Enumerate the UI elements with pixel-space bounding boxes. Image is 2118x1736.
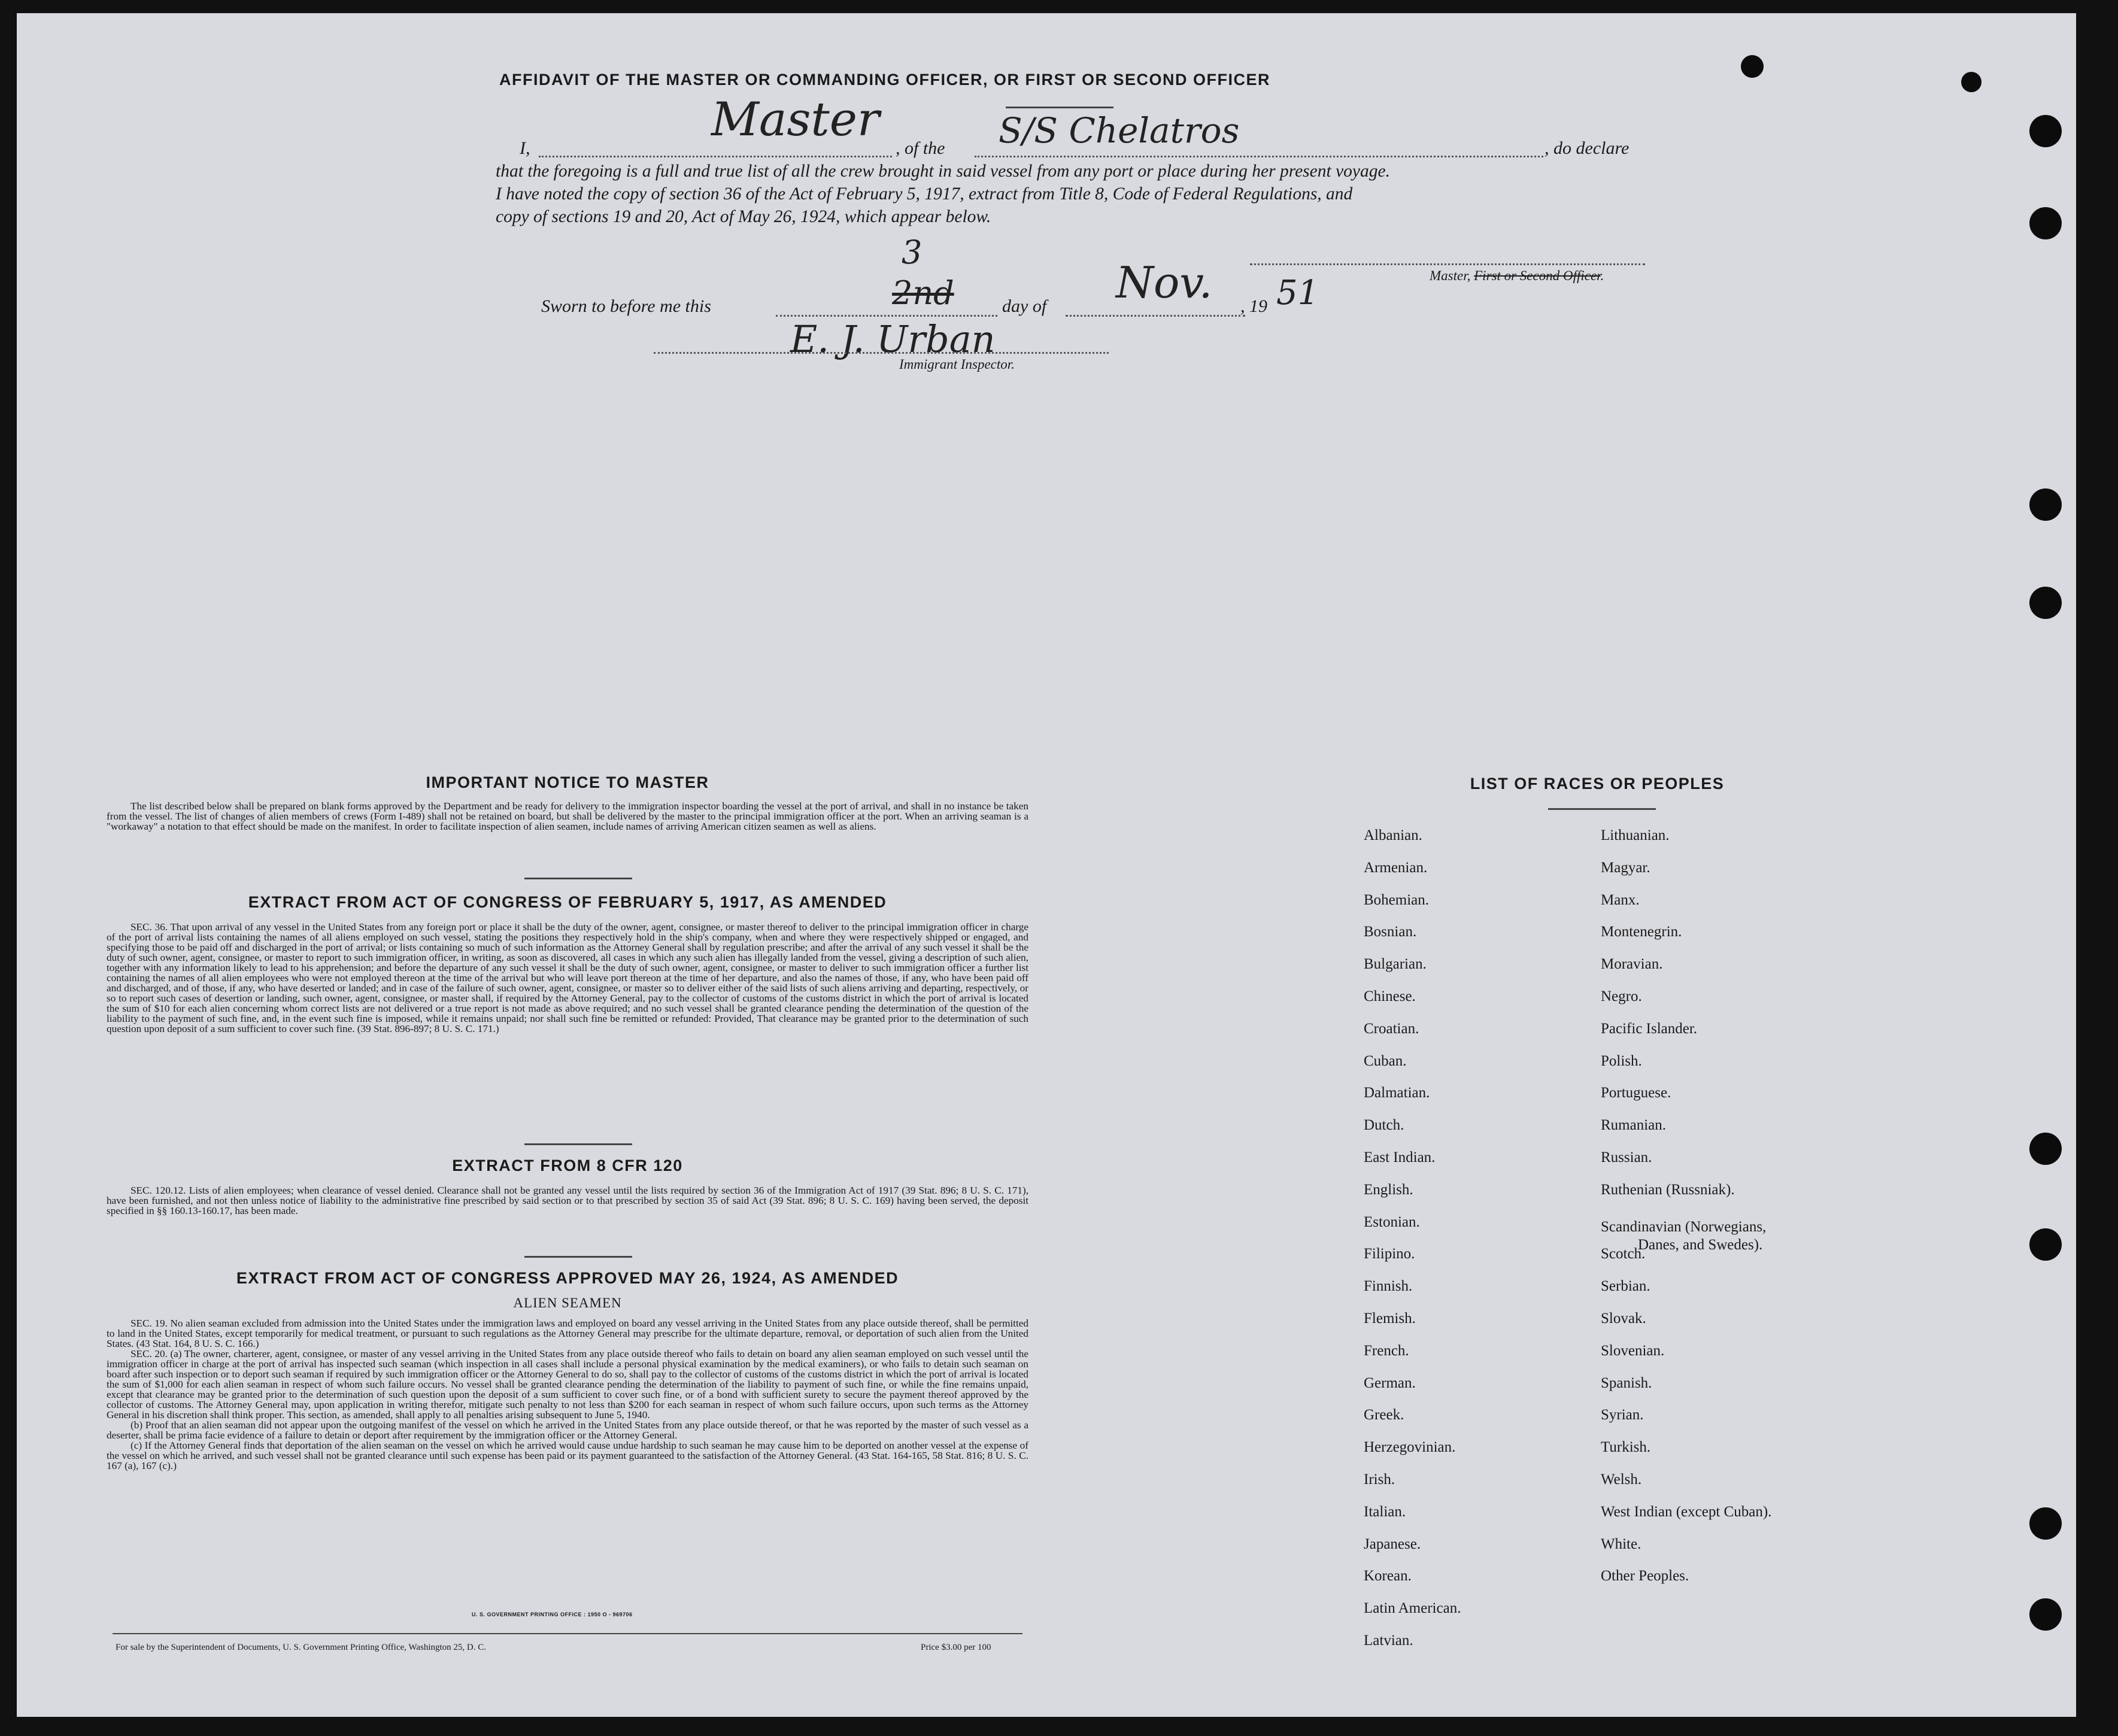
race-item: Pacific Islander. — [1601, 1020, 1698, 1037]
race-item: Syrian. — [1601, 1407, 1644, 1424]
race-item: Slovak. — [1601, 1310, 1646, 1327]
notice-title: IMPORTANT NOTICE TO MASTER — [426, 773, 709, 791]
section-rule — [524, 878, 632, 879]
vessel-line — [975, 156, 1543, 157]
race-item: Filipino. — [1364, 1246, 1415, 1262]
race-item: French. — [1364, 1342, 1409, 1359]
punch-hole — [2029, 1507, 2062, 1540]
label-i: I, — [520, 138, 530, 158]
document-page — [17, 13, 2076, 1717]
races-title: LIST OF RACES OR PEOPLES — [1470, 775, 1725, 793]
race-item: Montenegrin. — [1601, 924, 1682, 940]
race-item: Spanish. — [1601, 1374, 1652, 1391]
day-corrected: 3 — [902, 233, 923, 271]
punch-hole — [1961, 72, 1982, 92]
race-item: Cuban. — [1364, 1052, 1407, 1069]
race-item: Latin American. — [1364, 1600, 1461, 1617]
title-rule — [1006, 107, 1113, 108]
race-item: Bulgarian. — [1364, 956, 1427, 973]
race-item: Lithuanian. — [1601, 827, 1670, 843]
sec20a-text: SEC. 20. (a) The owner, charterer, agent, consignee, or master of any vessel arriving in the United States from any place outside thereof who fails to detain on board any alien seaman employed on such vessel until the immigration officer in charge at the port of arrival has inspected such seaman (which inspection in all cases shall include a personal physical examination by the medical examiners), or who fails to detain such seaman on board after such inspection or to deport such seaman if required by such immigration officer or the Attorney General to do so, shall pay to the collector of customs of the customs district in which the port of arrival is located the sum of $1,000 for each alien seaman in respect of whom such failure occurs. No vessel shall be granted clearance pending the determination of the liability to payment of such fine, or while the fine remains unpaid, except that clearance may be granted prior to the determination of such question upon the deposit of a sum sufficient to cover such fine, or of a bond with sufficient surety to secure the payment thereof approved by the collector of customs. The Attorney General may, upon application in writing therefor, mitigate such penalty to not less than $200 for each seaman in respect of whom such failure occurs, upon such terms as the Attorney General in his discretion shall think proper. This section, as amended, shall apply to all penalties arising subsequent to June 5, 1940. — [107, 1348, 1028, 1421]
footer-rule — [113, 1633, 1022, 1634]
day-struck: 2nd — [892, 274, 954, 312]
notice-text: The list described below shall be prepared on blank forms approved by the Department and be ready for delivery to the immigration inspector boarding the vessel at the port of arrival, and shall in no instance be taken from the vessel. The list of changes of alien members of crews (Form I-489) shall not be retained on board, but shall be delivered by the master to the principal immigration officer at the port. When an arriving seaman is a "workaway" a notation to that effect should be made on the manifest. In order to facilitate inspection of alien seamen, include names of arriving American citizen seamen as well as aliens. — [107, 800, 1028, 832]
race-item: Negro. — [1601, 988, 1642, 1004]
extract-1924-body — [107, 1318, 1028, 1471]
footer-left: For sale by the Superintendent of Documents, U. S. Government Printing Office, Washington 25, D. C. — [116, 1643, 486, 1652]
race-item: Bosnian. — [1364, 924, 1417, 940]
race-item: Finnish. — [1364, 1278, 1413, 1295]
race-item: Danes, and Swedes). — [1638, 1236, 1763, 1253]
race-item: Scandinavian (Norwegians, — [1601, 1218, 1767, 1235]
section-rule — [524, 1256, 632, 1258]
punch-hole — [2029, 1598, 2062, 1631]
race-item: Flemish. — [1364, 1310, 1416, 1327]
race-item: Estonian. — [1364, 1213, 1420, 1230]
race-item: Scotch. — [1601, 1246, 1646, 1262]
race-item: Korean. — [1364, 1568, 1412, 1585]
label-sworn: Sworn to before me this — [541, 296, 711, 316]
race-item: Other Peoples. — [1601, 1568, 1689, 1585]
rank-handwritten: Master — [711, 93, 880, 147]
race-item: Magyar. — [1601, 859, 1650, 876]
punch-hole — [2029, 1133, 2062, 1165]
race-item: Welsh. — [1601, 1471, 1642, 1488]
race-item: Irish. — [1364, 1471, 1395, 1488]
race-item: Latvian. — [1364, 1632, 1413, 1649]
declaration-body-3: copy of sections 19 and 20, Act of May 26, 1924, which appear below. — [496, 207, 991, 226]
punch-hole — [2029, 1228, 2062, 1261]
race-item: Ruthenian (Russniak). — [1601, 1181, 1735, 1198]
section-rule — [524, 1143, 632, 1145]
race-item: Rumanian. — [1601, 1117, 1667, 1134]
race-item: Bohemian. — [1364, 891, 1430, 908]
race-item: East Indian. — [1364, 1149, 1436, 1166]
race-item: Italian. — [1364, 1503, 1406, 1520]
race-item: Slovenian. — [1601, 1342, 1665, 1359]
punch-hole — [2029, 587, 2062, 619]
race-item: Dutch. — [1364, 1117, 1404, 1134]
race-item: Serbian. — [1601, 1278, 1650, 1295]
extract-cfr-title: EXTRACT FROM 8 CFR 120 — [452, 1157, 683, 1174]
race-item: West Indian (except Cuban). — [1601, 1503, 1772, 1520]
punch-hole — [2029, 115, 2062, 147]
affidavit-title: AFFIDAVIT OF THE MASTER OR COMMANDING OFFICER, OR FIRST OR SECOND OFFICER — [499, 71, 1270, 89]
extract-1924-title: EXTRACT FROM ACT OF CONGRESS APPROVED MAY 26, 1924, AS AMENDED — [236, 1269, 899, 1287]
race-item: Greek. — [1364, 1407, 1404, 1424]
sec20b-text: (b) Proof that an alien seaman did not appear upon the outgoing manifest of the vessel on which he arrived in the United States from any place outside thereof, or that he was reported by the master of such vessel as a deserter, shall be prima facie evidence of a failure to detain or deport after requirement by the immigration officer or the Attorney General. — [107, 1419, 1028, 1441]
month-line — [1066, 315, 1245, 317]
extract-cfr-text: SEC. 120.12. Lists of alien employees; when clearance of vessel denied. Clearance shall not be granted any vessel until the lists required by section 36 of the Immigration Act of 1917 (39 Stat. 896; 8 U. S. C. 171), have been furnished, and not then unless notice of liability to the administrative fine prescribed by said section or to that prescribed by section 35 of said Act (39 Stat. 896; 8 U. S. C. 169) having been served, the deposit specified in §§ 160.13-160.17, has been made. — [107, 1185, 1028, 1216]
day-line — [776, 315, 997, 317]
race-item: Chinese. — [1364, 988, 1416, 1004]
race-item: Manx. — [1601, 891, 1640, 908]
inspector-caption: Immigrant Inspector. — [899, 357, 1015, 372]
punch-hole — [2029, 488, 2062, 521]
race-item: White. — [1601, 1535, 1641, 1552]
month-handwritten: Nov. — [1116, 257, 1213, 308]
race-item: Japanese. — [1364, 1535, 1421, 1552]
declaration-body-2: I have noted the copy of section 36 of the Act of February 5, 1917, extract from Title 8, Code of Federal Regulations, and — [496, 184, 1353, 204]
sec19-text: SEC. 19. No alien seaman excluded from admission into the United States under the immigration laws and employed on board any vessel arriving in the United States from any place outside thereof, shall be permitted to land in the United States, except temporarily for medical treatment, or pursuant to such regulations as the Attorney General may prescribe for the ultimate departure, removal, or deportation of such alien from the United States. (43 Stat. 164, 8 U. S. C. 166.) — [107, 1318, 1028, 1349]
footer-right: Price $3.00 per 100 — [921, 1643, 991, 1652]
label-do-declare: , do declare — [1544, 138, 1630, 158]
race-item: Portuguese. — [1601, 1085, 1671, 1101]
extract-1924-subtitle: ALIEN SEAMEN — [513, 1295, 622, 1310]
race-item: Dalmatian. — [1364, 1085, 1430, 1101]
race-item: Albanian. — [1364, 827, 1422, 843]
race-item: Croatian. — [1364, 1020, 1419, 1037]
race-item: Herzegovinian. — [1364, 1439, 1456, 1456]
extract-1917-text: SEC. 36. That upon arrival of any vessel in the United States from any foreign port or place it shall be the duty of the owner, agent, consignee, or master thereof to deliver to the principal immigration officer in charge of the port of arrival lists containing the names of all aliens employed on such vessel, stating the positions they respectively hold in the ship's company, when and where they were respectively shipped or engaged, and specifying those to be paid off and discharged in the port of arrival; or lists containing so much of such information as the Attorney General shall by regulation prescribe; and after the arrival of any such vessel it shall be the duty of such owner, agent, consignee, or master to report to such immigration officer, in writing, as soon as discovered, all cases in which any such alien has illegally landed from the vessel, giving a description of such alien, together with any information likely to lead to his apprehension; and before the departure of any such vessel it shall be the duty of such owner, agent, consignee, or master to deliver to such immigration officer a further list containing the names of all alien employees who were not employed thereon at the time of the arrival but who will leave port thereon at the time of her departure, and also the names of those, if any, who have been paid off and discharged, and of those, if any, who have deserted or landed; and in case of the failure of such owner, agent, consignee, or master so to deliver either of the said lists of such aliens arriving and departing, respectively, or so to report such cases of desertion or landing, such owner, agent, consignee, or master shall, if required by the Attorney General, pay to the collector of customs of the customs district in which the port of arrival is located the sum of $10 for each alien concerning whom correct lists are not delivered or a true report is not made as above required; and no such vessel shall be granted clearance pending the determination of the question of the liability to the payment of such fine, and, in the event such fine is imposed, while it remains unpaid; nor shall such fine be remitted or refunded: Provided, That clearance may be granted prior to the determination of such question upon deposit of a sum sufficient to cover such fine. (39 Stat. 896-897; 8 U. S. C. 171.) — [107, 921, 1028, 1034]
race-item: Armenian. — [1364, 859, 1428, 876]
race-item: Polish. — [1601, 1052, 1642, 1069]
label-of-the: , of the — [896, 138, 945, 158]
punch-hole — [1741, 55, 1764, 78]
extract-1917-title: EXTRACT FROM ACT OF CONGRESS OF FEBRUARY 5, 1917, AS AMENDED — [248, 893, 887, 911]
race-item: Moravian. — [1601, 956, 1663, 973]
declaration-body-1: that the foregoing is a full and true list of all the crew brought in said vessel from any port or place during her present voyage. — [496, 162, 1390, 181]
signature-line — [1250, 263, 1645, 265]
inspector-signature: E. J. Urban — [790, 317, 996, 361]
race-item: German. — [1364, 1374, 1416, 1391]
race-item: Turkish. — [1601, 1439, 1651, 1456]
rank-line — [539, 156, 892, 157]
printer-line: U. S. GOVERNMENT PRINTING OFFICE : 1950 O - 969706 — [472, 1611, 633, 1617]
race-item: English. — [1364, 1181, 1413, 1198]
sec20c-text: (c) If the Attorney General finds that deportation of the alien seaman on the vessel on which he arrived would cause undue hardship to such seaman he may cause him to be deported on another vessel at the expense of the vessel on which he arrived, and such vessel shall not be granted clearance until such expense has been paid or its payment guaranteed to the satisfaction of the Attorney General. (43 Stat. 164-165, 58 Stat. 816; 8 U. S. C. 167 (a), 167 (c).) — [107, 1440, 1028, 1471]
year-handwritten: 51 — [1276, 274, 1319, 312]
vessel-handwritten: S/S Chelatros — [999, 110, 1240, 151]
race-item: Russian. — [1601, 1149, 1652, 1166]
signer-caption: Master, First or Second Officer. — [1430, 268, 1604, 283]
punch-hole — [2029, 207, 2062, 239]
label-year: , 19 — [1240, 296, 1267, 316]
inspector-line — [654, 352, 1109, 354]
races-rule — [1548, 808, 1656, 810]
label-day-of: day of — [1002, 296, 1047, 316]
